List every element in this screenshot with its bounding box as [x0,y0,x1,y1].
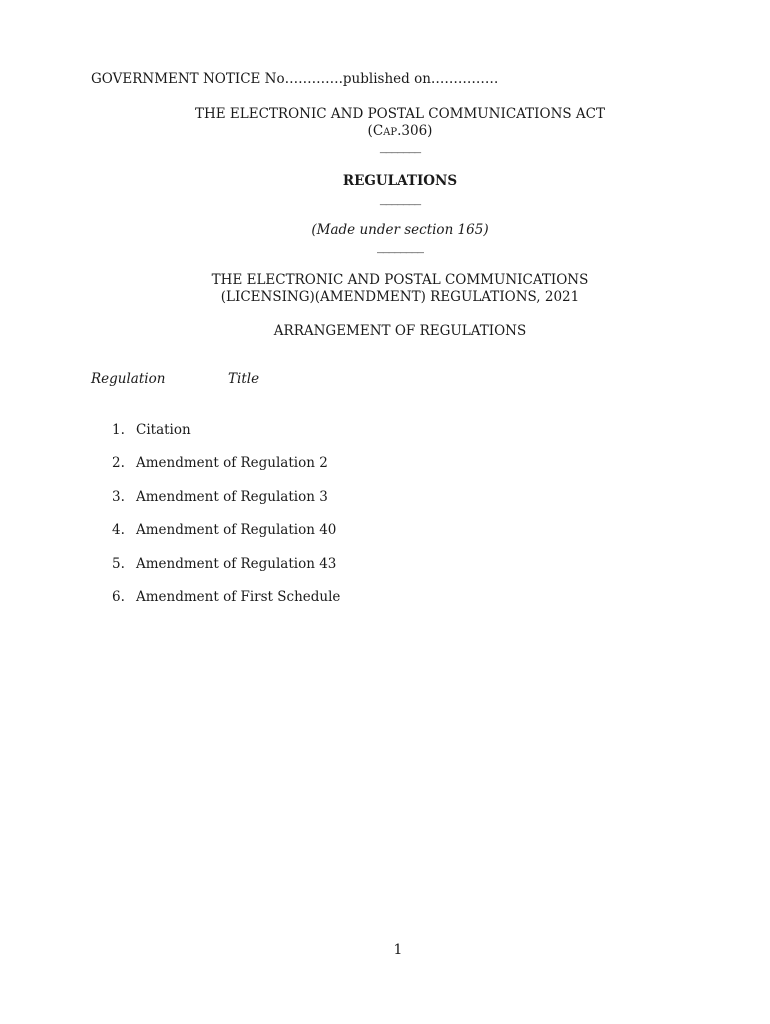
list-item-label: Amendment of Regulation 40 [136,522,337,539]
column-header-title: Title [228,371,260,387]
list-item-number: 1. [112,422,125,438]
list-item [112,422,340,455]
regulations-rule: _______ [379,190,421,206]
act-cap-suffix: .306) [397,123,433,139]
list-item-number: 5. [112,555,125,572]
list-item [112,589,340,622]
act-rule: _______ [379,138,421,154]
column-header-regulation: Regulation [91,371,166,387]
list-item-label: Amendment of Regulation 2 [136,455,328,472]
regulations-heading: REGULATIONS [342,173,458,189]
list-item-number: 3. [112,488,125,505]
list-item-label: Citation [136,422,191,438]
act-cap [0,123,770,139]
list-item-number: 2. [112,455,125,472]
act-cap-small: AP [383,127,398,138]
list-item [112,556,340,589]
list-item [112,522,340,555]
made-under-section: (Made under section 165) [311,222,489,238]
arrangement-list [112,422,340,622]
list-item-label: Amendment of First Schedule [136,588,341,605]
regulations-title-line2: (LICENSING)(AMENDMENT) REGULATIONS, 2021 [220,289,580,305]
government-notice-line: GOVERNMENT NOTICE No………….published on…………… [91,71,499,87]
list-item-number: 6. [112,588,125,605]
act-title: THE ELECTRONIC AND POSTAL COMMUNICATIONS ACT [194,106,606,122]
act-cap-prefix: (C [367,123,384,139]
regulations-title-line1: THE ELECTRONIC AND POSTAL COMMUNICATIONS [211,272,589,288]
page-number: 1 [393,942,403,958]
list-item-number: 4. [112,522,125,539]
list-item [112,489,340,522]
arrangement-heading: ARRANGEMENT OF REGULATIONS [273,323,527,339]
list-item-label: Amendment of Regulation 43 [136,555,337,572]
list-item [112,455,340,488]
made-under-rule: ________ [377,238,423,254]
list-item-label: Amendment of Regulation 3 [136,488,328,505]
